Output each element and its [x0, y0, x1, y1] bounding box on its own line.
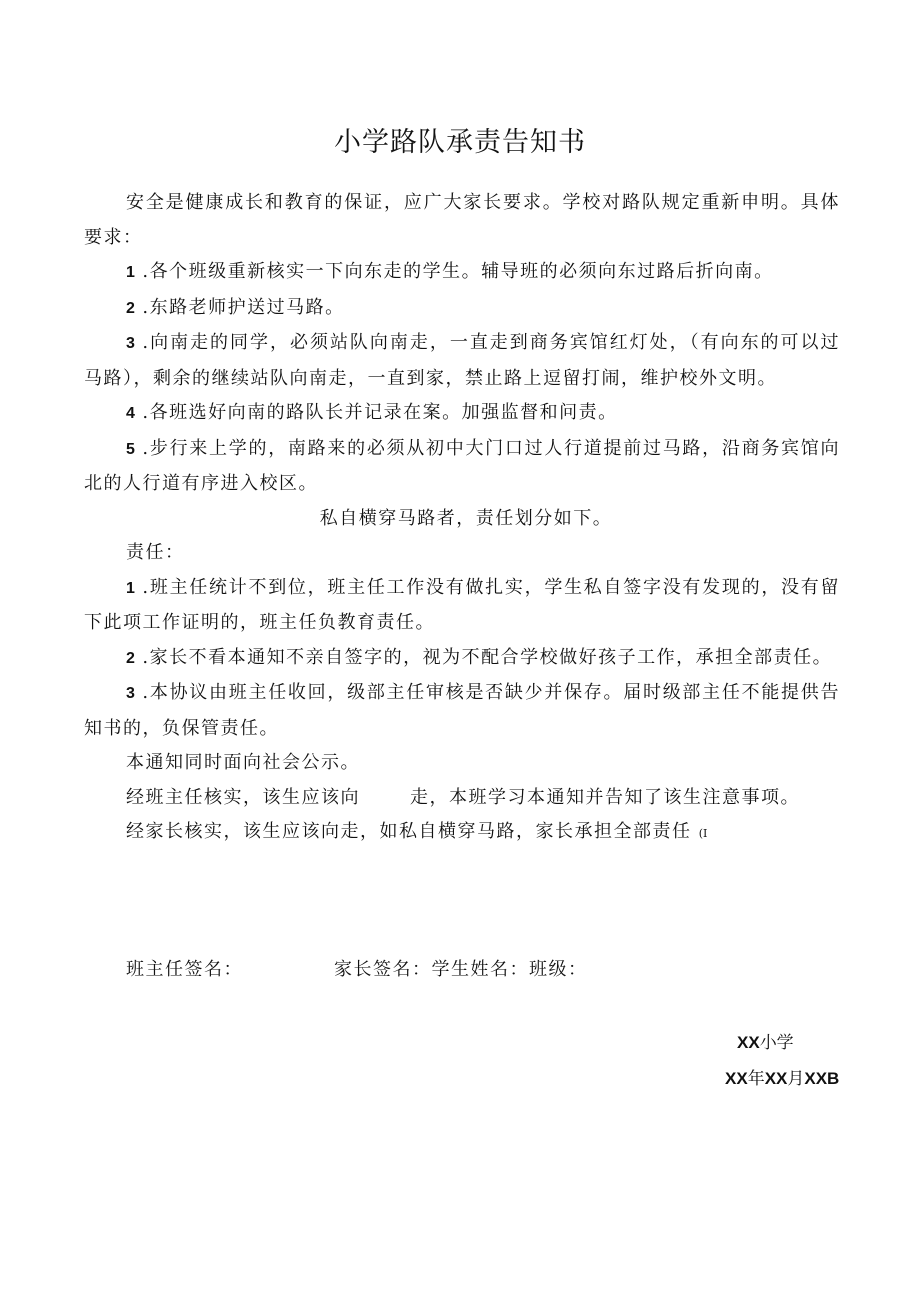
rule-item	[84, 396, 840, 432]
rule-text: .步行来上学的，南路来的必须从初中大门口过人行道提前过马路，沿商务宾馆向北的人行道有序进入校区。	[84, 437, 840, 494]
responsibility-intro: 私自横穿马路者，责任划分如下。	[319, 507, 613, 529]
document-date	[725, 1064, 839, 1089]
intro-paragraph: 安全是健康成长和教育的保证，应广大家长要求。学校对路队规定重新申明。具体要求：	[84, 192, 840, 248]
rule-number: 2	[126, 299, 137, 317]
signature-line	[126, 955, 588, 981]
rule-number: 1	[126, 264, 137, 281]
document-body	[84, 186, 840, 852]
date-year: XX	[725, 1069, 748, 1088]
date-month: XX	[764, 1069, 788, 1088]
rule-item	[84, 432, 840, 502]
parent-confirmation-text: 经家长核实，该生应该向走，如私自横穿马路，家长承担全部责任	[126, 821, 692, 842]
responsibility-number: 2	[126, 649, 137, 667]
date-day: XXB	[804, 1069, 840, 1088]
responsibility-number: 3	[126, 685, 137, 702]
rule-item	[84, 326, 840, 396]
rule-number: 3	[126, 335, 137, 352]
teacher-confirmation-end: 走，本班学习本通知并告知了该生注意事项。	[410, 786, 800, 808]
rule-text: .向南走的同学，必须站队向南走，一直走到商务宾馆红灯处，（有向东的可以过马路），剩余的继续站队向南走，一直到家，禁止路上逗留打闹，维护校外文明。	[84, 332, 840, 389]
rule-text: .东路老师护送过马路。	[142, 296, 345, 318]
teacher-signature-label: 班主任签名：	[126, 959, 243, 980]
school-name-suffix: 小学	[759, 1033, 794, 1053]
responsibility-item	[84, 676, 840, 746]
school-name-prefix: XX	[737, 1033, 760, 1052]
responsibility-text: .班主任统计不到位，班主任工作没有做扎实，学生私自签字没有发现的，没有留下此项工作证明的，班主任负教育责任。	[84, 576, 840, 633]
responsibility-text: .本协议由班主任收回，级部主任审核是否缺少并保存。届时级部主任不能提供告知书的，负保管责任。	[84, 682, 840, 739]
rule-item	[84, 291, 840, 327]
teacher-confirmation	[84, 781, 840, 816]
parent-confirmation-mark: (I	[698, 827, 708, 840]
date-year-unit: 年	[747, 1069, 765, 1089]
rule-item	[84, 255, 840, 291]
responsibility-item	[84, 571, 840, 641]
teacher-confirmation-start: 经班主任核实，该生应该向	[126, 786, 360, 808]
responsibility-text: .家长不看本通知不亲自签字的，视为不配合学校做好孩子工作，承担全部责任。	[142, 646, 833, 668]
rule-number: 4	[126, 405, 137, 422]
rule-text: .各班选好向南的路队长并记录在案。加强监督和问责。	[142, 402, 618, 423]
school-name	[737, 1028, 794, 1053]
responsibility-number: 1	[126, 579, 137, 597]
parent-student-class-labels: 家长签名：学生姓名：班级：	[334, 959, 588, 980]
rule-number: 5	[126, 440, 137, 458]
responsibility-item	[84, 641, 840, 677]
document-title: 小学路队承责告知书	[334, 127, 586, 158]
public-notice: 本通知同时面向社会公示。	[126, 752, 360, 773]
rule-text: .各个班级重新核实一下向东走的学生。辅导班的必须向东过路后折向南。	[142, 261, 774, 282]
responsibility-heading: 责任：	[126, 542, 185, 563]
parent-confirmation	[84, 815, 840, 852]
date-month-unit: 月	[787, 1069, 805, 1089]
